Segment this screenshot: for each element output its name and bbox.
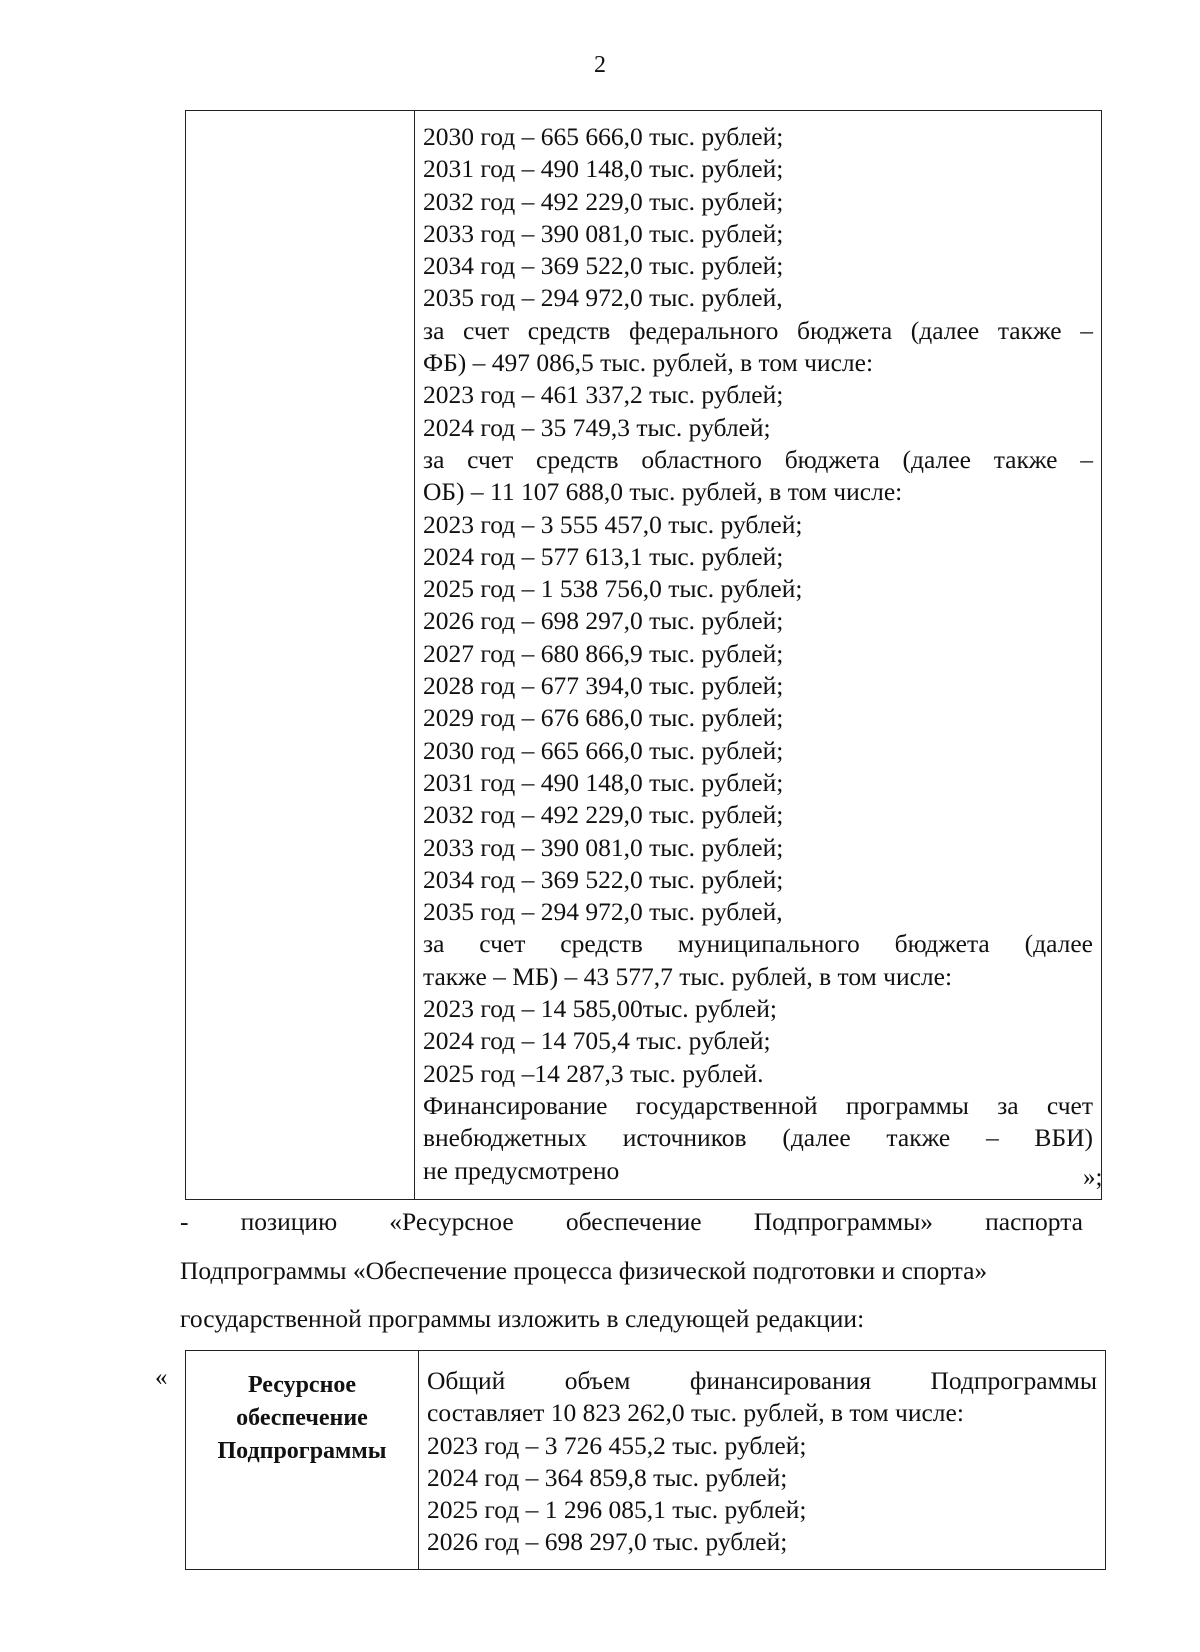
table-value-cell xyxy=(415,111,1102,1200)
label-line: Подпрограммы xyxy=(217,1438,387,1464)
text-line: 2023 год – 3 555 457,0 тыс. рублей; xyxy=(423,509,803,539)
text-line: также – МБ) – 43 577,7 тыс. рублей, в том числе: xyxy=(423,961,953,991)
text-line: 2024 год – 577 613,1 тыс. рублей; xyxy=(423,541,784,571)
text-line: 2025 год – 1 538 756,0 тыс. рублей; xyxy=(423,574,803,604)
paragraph-line-2: Подпрограммы «Обеспечение процесса физической подготовки и спорта» xyxy=(180,1256,988,1285)
text-line: 2032 год – 492 229,0 тыс. рублей; xyxy=(423,800,784,830)
closing-quote: »; xyxy=(1083,1164,1103,1191)
resources-value-cell xyxy=(419,1351,1106,1570)
text-line: 2029 год – 676 686,0 тыс. рублей; xyxy=(423,703,784,733)
label-line: обеспечение xyxy=(236,1405,368,1431)
text-line: ОБ) – 11 107 688,0 тыс. рублей, в том числе: xyxy=(423,477,903,507)
opening-quote: « xyxy=(155,1364,168,1391)
text-line: 2035 год – 294 972,0 тыс. рублей, xyxy=(423,283,783,313)
text-line: Финансирование государственной программы за счет xyxy=(423,1090,1093,1120)
text-line: 2035 год – 294 972,0 тыс. рублей, xyxy=(423,897,783,927)
text-line: за счет средств областного бюджета (далее также – xyxy=(423,444,1093,474)
paragraph-line-3: государственной программы изложить в следующей редакции: xyxy=(180,1304,865,1333)
table-label-cell-empty xyxy=(186,111,415,1200)
text-line: за счет средств федерального бюджета (далее также – xyxy=(423,315,1093,345)
text-line: 2026 год – 698 297,0 тыс. рублей; xyxy=(423,606,784,636)
text-line: 2030 год – 665 666,0 тыс. рублей; xyxy=(423,122,784,151)
text-line: 2024 год – 14 705,4 тыс. рублей; xyxy=(423,1026,771,1056)
text-line: 2026 год – 698 297,0 тыс. рублей; xyxy=(427,1527,788,1557)
text-line: 2024 год – 364 859,8 тыс. рублей; xyxy=(427,1462,788,1492)
text-line: 2033 год – 390 081,0 тыс. рублей; xyxy=(423,218,784,248)
text-line: за счет средств муниципального бюджета (далее xyxy=(423,929,1093,959)
subprogram-resources-table xyxy=(185,1350,1106,1570)
text-line: 2030 год – 665 666,0 тыс. рублей; xyxy=(423,735,784,765)
paragraph-line-1: - позицию «Ресурсное обеспечение Подпрограммы» паспорта xyxy=(180,1207,1083,1236)
text-line: 2023 год – 461 337,2 тыс. рублей; xyxy=(423,380,784,410)
text-line: 2024 год – 35 749,3 тыс. рублей; xyxy=(423,412,771,442)
page-number: 2 xyxy=(594,52,606,78)
financing-lines xyxy=(423,121,1093,1187)
financing-table-continued xyxy=(185,110,1102,1200)
text-line: составляет 10 823 262,0 тыс. рублей, в том числе: xyxy=(427,1398,964,1428)
text-line: 2033 год – 390 081,0 тыс. рублей; xyxy=(423,832,784,862)
text-line: 2034 год – 369 522,0 тыс. рублей; xyxy=(423,864,784,894)
text-line: 2031 год – 490 148,0 тыс. рублей; xyxy=(423,767,784,797)
text-line: 2032 год – 492 229,0 тыс. рублей; xyxy=(423,186,784,216)
text-line: внебюджетных источников (далее также – ВБИ) xyxy=(423,1123,1093,1153)
text-line: 2034 год – 369 522,0 тыс. рублей; xyxy=(423,251,784,281)
text-line: 2023 год – 3 726 455,2 тыс. рублей; xyxy=(427,1430,807,1460)
text-line: 2031 год – 490 148,0 тыс. рублей; xyxy=(423,154,784,184)
text-line: 2028 год – 677 394,0 тыс. рублей; xyxy=(423,671,784,701)
text-line: 2025 год –14 287,3 тыс. рублей. xyxy=(423,1058,764,1088)
resources-lines xyxy=(427,1365,1097,1559)
text-line: 2025 год – 1 296 085,1 тыс. рублей; xyxy=(427,1495,807,1525)
text-line: ФБ) – 497 086,5 тыс. рублей, в том числе: xyxy=(423,348,874,378)
text-line: Общий объем финансирования Подпрограммы xyxy=(427,1366,1097,1395)
text-line: не предусмотрено xyxy=(423,1155,620,1185)
resources-label-cell xyxy=(186,1351,419,1570)
label-line: Ресурсное xyxy=(247,1372,357,1398)
text-line: 2027 год – 680 866,9 тыс. рублей; xyxy=(423,638,784,668)
text-line: 2023 год – 14 585,00тыс. рублей; xyxy=(423,994,777,1024)
